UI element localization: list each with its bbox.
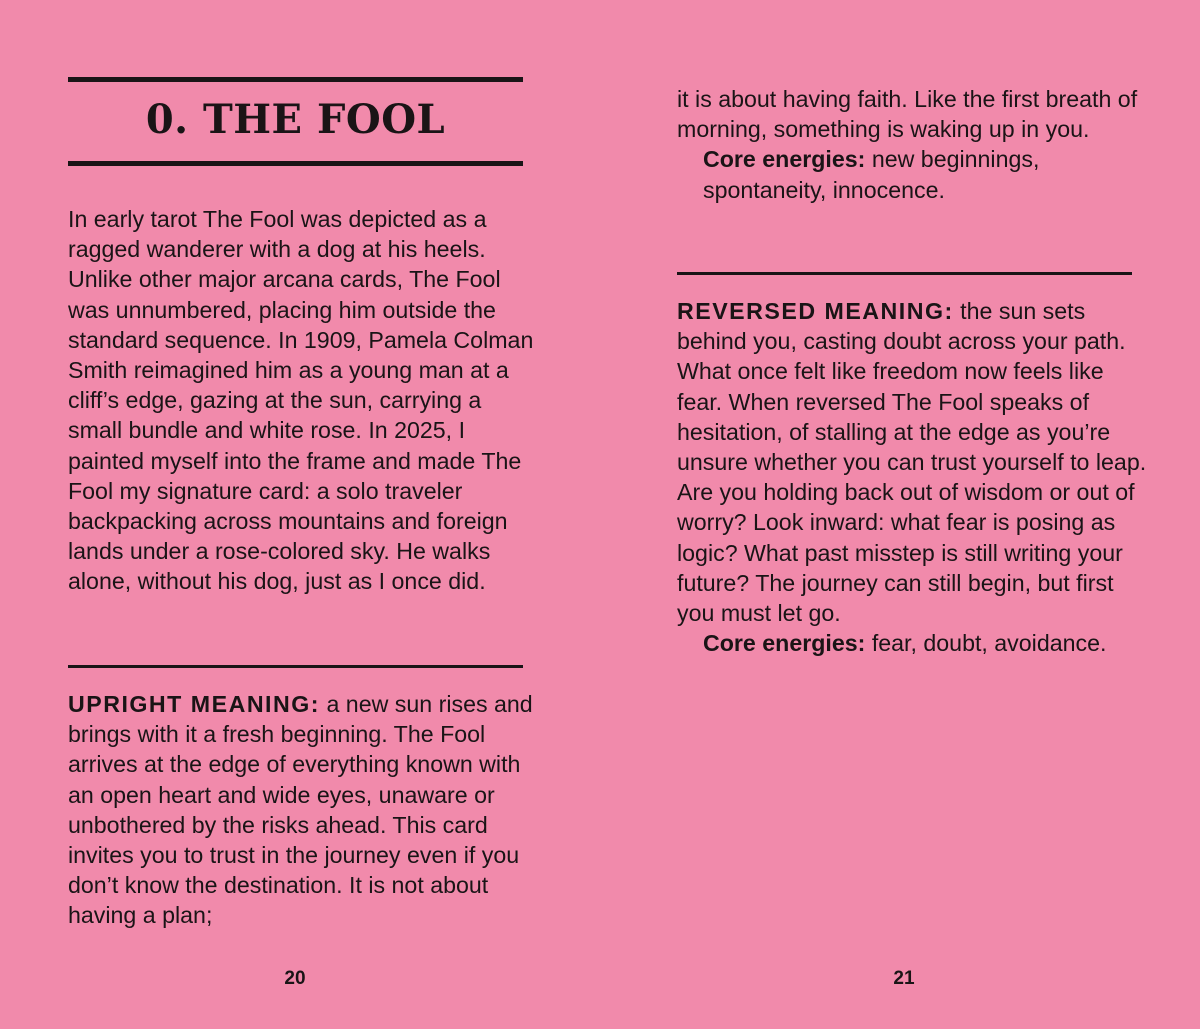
title-bottom-rule <box>68 161 523 166</box>
upright-core-energies <box>677 144 1147 204</box>
section-divider <box>677 272 1132 275</box>
reversed-meaning-label: REVERSED MEANING: <box>677 298 954 324</box>
right-page <box>677 0 1147 1029</box>
upright-core-energies-text: new beginnings, spontaneity, innocence. <box>703 146 1040 203</box>
page-number-right: 21 <box>893 968 915 989</box>
reversed-meaning-paragraph <box>677 296 1147 658</box>
title-top-rule <box>68 77 523 82</box>
page-number-left: 20 <box>284 968 306 989</box>
intro-paragraph: In early tarot The Fool was depicted as a ragged wanderer with a dog at his heels. Unlike other major arcana cards, The Fool was unnumbered, placing him outside the standard sequence. In 1909, Pamela Colman Smith reimagined him as a young man at a cliff’s edge, gazing at the sun, carrying a small bundle and white rose. In 2025, I painted myself into the frame and made The Fool my signature card: a solo traveler backpacking across mountains and foreign lands under a rose-colored sky. He walks alone, without his dog, just as I once did. <box>68 206 534 595</box>
upright-core-energies-label: Core energies: <box>703 146 866 173</box>
left-page <box>68 0 534 1029</box>
section-divider <box>68 665 523 668</box>
upright-meaning-label: UPRIGHT MEANING: <box>68 691 321 717</box>
card-title: 0. THE FOOL <box>145 96 446 143</box>
upright-continued-paragraph <box>677 84 1147 205</box>
reversed-core-energies-text: fear, doubt, avoidance. <box>865 630 1107 657</box>
reversed-meaning-text: the sun sets behind you, casting doubt across your path. What once felt like freedom now feels like fear. When reversed The Fool speaks of hesitation, of stalling at the edge as you’re unsure whether you can trust yourself to leap. Are you holding back out of wisdom or out of worry? Look inward: what fear is posing as logic? What past misstep is still writing your future? The journey can still begin, but first you must let go. <box>677 298 1147 627</box>
upright-meaning-text: a new sun rises and brings with it a fresh beginning. The Fool arrives at the edge of everything known with an open heart and wide eyes, unaware or unbothered by the risks ahead. This card invites you to trust in the journey even if you don’t know the destination. It is not about having a plan; <box>68 691 533 929</box>
reversed-core-energies-label: Core energies: <box>703 630 866 657</box>
upright-continued-text: it is about having faith. Like the first breath of morning, something is waking up in you. <box>677 86 1138 143</box>
upright-meaning-paragraph <box>68 689 538 931</box>
reversed-core-energies <box>677 628 1147 658</box>
